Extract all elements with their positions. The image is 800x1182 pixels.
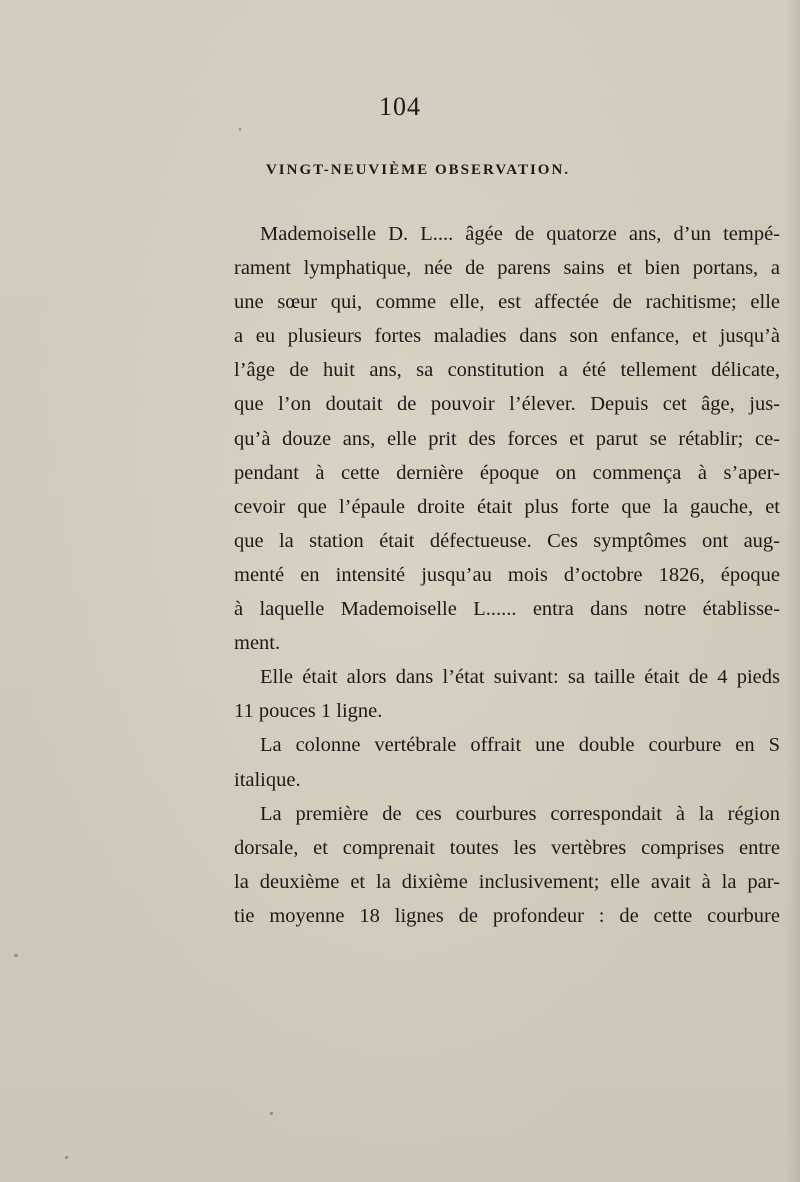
text-line: à laquelle Mademoiselle L...... entra dans notre établisse- — [234, 598, 780, 621]
text-line: rament lymphatique, née de parens sains et bien portans, a — [234, 257, 780, 280]
section-heading: VINGT-NEUVIÈME OBSERVATION. — [265, 162, 571, 178]
paper-speck — [270, 1112, 273, 1115]
text-line: que l’on doutait de pouvoir l’élever. Depuis cet âge, jus- — [234, 393, 780, 416]
paper-speck — [239, 128, 241, 131]
text-line: dorsale, et comprenait toutes les vertèbres comprises entre — [234, 836, 780, 859]
paper-speck — [14, 954, 18, 957]
text-line: l’âge de huit ans, sa constitution a été tellement délicate, — [234, 359, 780, 382]
page-number: 104 — [379, 92, 421, 121]
text-line: 11 pouces 1 ligne. — [234, 700, 383, 723]
body-text — [234, 217, 780, 933]
text-line: Elle était alors dans l’état suivant: sa taille était de 4 pieds — [260, 666, 780, 689]
text-line: la deuxième et la dixième inclusivement; elle avait à la par- — [234, 870, 780, 893]
paper-speck — [65, 1156, 68, 1159]
text-line: La colonne vertébrale offrait une double courbure en S — [260, 734, 780, 757]
text-line: a eu plusieurs fortes maladies dans son enfance, et jusqu’à — [234, 325, 780, 348]
text-line: ment. — [234, 632, 281, 655]
text-line: que la station était défectueuse. Ces symptômes ont aug- — [234, 529, 780, 552]
text-line: une sœur qui, comme elle, est affectée de rachitisme; elle — [234, 291, 780, 314]
text-line: menté en intensité jusqu’au mois d’octobre 1826, époque — [234, 563, 780, 586]
text-line: cevoir que l’épaule droite était plus forte que la gauche, et — [234, 495, 780, 518]
text-line: tie moyenne 18 lignes de profondeur : de cette courbure — [234, 904, 780, 927]
text-line: qu’à douze ans, elle prit des forces et parut se rétablir; ce- — [234, 427, 780, 450]
text-line: Mademoiselle D. L.... âgée de quatorze ans, d’un tempé- — [260, 223, 780, 245]
text-line: pendant à cette dernière époque on commença à s’aper- — [234, 461, 780, 484]
text-line: italique. — [234, 768, 301, 791]
text-line: La première de ces courbures correspondait à la région — [260, 802, 780, 825]
